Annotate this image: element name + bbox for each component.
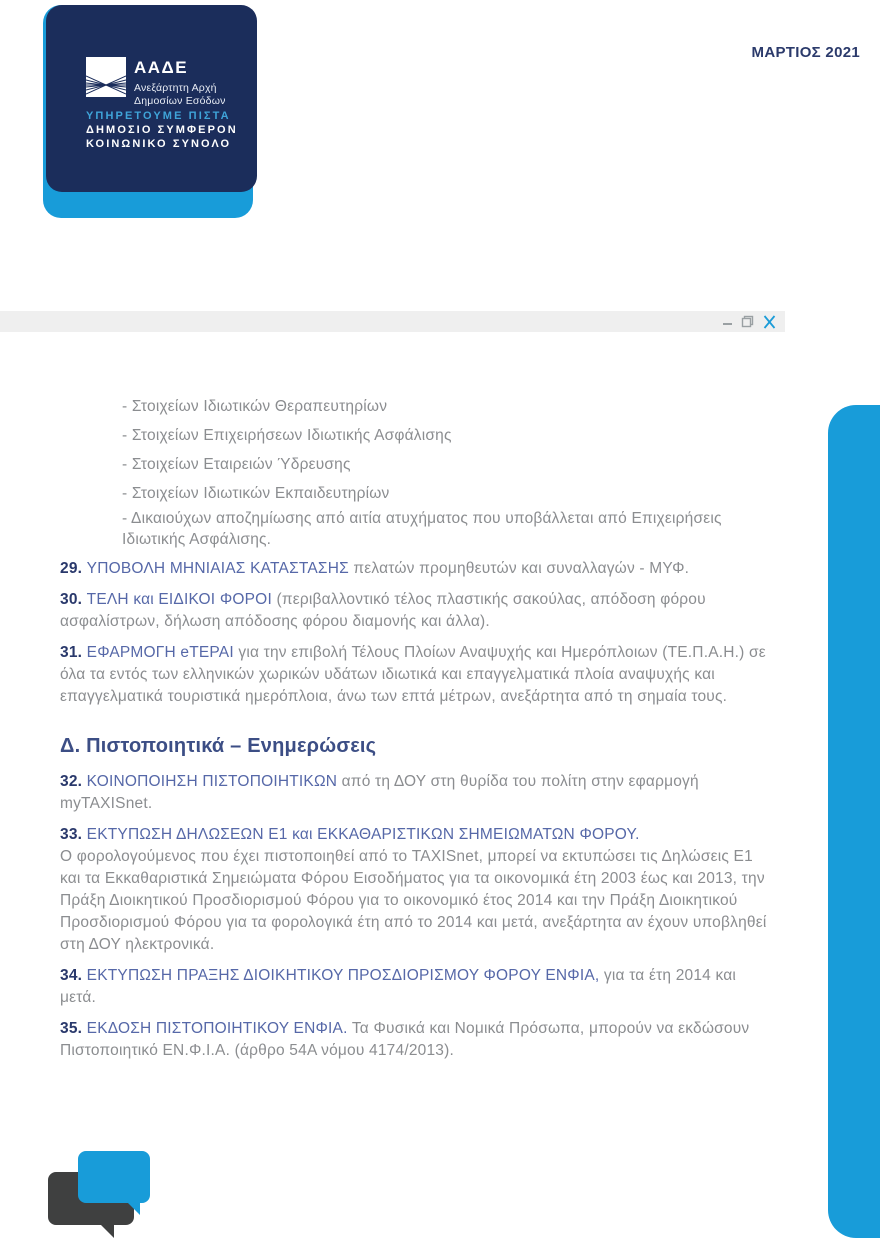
close-icon (763, 315, 776, 329)
bullet-item: - Στοιχείων Ιδιωτικών Θεραπευτηρίων (122, 398, 388, 415)
badge-navy-layer (46, 5, 257, 192)
document-body (60, 392, 776, 1071)
item-body: Ο φορολογούμενος που έχει πιστοποιηθεί από το TAXISnet, μπορεί να εκτυπώσει τις Δηλώσεις Ε1 και τα Εκκαθαριστικά Σημειώματα Φόρου Εισοδήματος για τα οικονομικά έτη 2003 έως και 2013, την Πράξη Διοικητικού Προσδιορισμού Φόρου για το οικονομικό έτος 2014 και την Πράξη Διοικητικού Προσδιορισμού Φόρου για τα φορολογικά έτη από το 2014 και μετά, ανεξάρτητα αν έχουν υποβληθεί στη ΔΟΥ ηλεκτρονικά. (60, 848, 767, 953)
item-body: πελατών προμηθευτών και συναλλαγών - ΜΥΦ. (348, 560, 690, 577)
bullet-item: - Δικαιούχων αποζημίωσης από αιτία ατυχήματος που υποβάλλεται από Επιχειρήσεις Ιδιωτικής Ασφάλισης. (122, 510, 722, 548)
numbered-items-before-section (60, 558, 776, 708)
speech-bubbles-icon (40, 1145, 160, 1244)
bullet-item: - Στοιχείων Επιχειρήσεων Ιδιωτικής Ασφάλισης (122, 427, 452, 444)
numbered-item (60, 771, 776, 815)
issue-date-label: ΜΑΡΤΙΟΣ 2021 (751, 44, 860, 61)
aade-emblem-icon (86, 57, 126, 97)
bullet-item: - Στοιχείων Ιδιωτικών Εκπαιδευτηρίων (122, 485, 390, 502)
item-body: (περιβαλλοντικό τέλος πλαστικής σακούλας, απόδοση φόρου ασφαλίστρων, δήλωση απόδοσης φόρου διαμονής και άλλα). (60, 591, 706, 630)
numbered-item (60, 965, 776, 1009)
restore-icon (741, 315, 754, 328)
item-body: από τη ΔΟΥ στη θυρίδα του πολίτη στην εφαρμογή myTAXISnet. (60, 773, 699, 812)
sub-bullet-list (122, 392, 776, 550)
aade-org-line1: Ανεξάρτητη Αρχή (134, 82, 217, 94)
numbered-item (60, 558, 776, 580)
item-heading: ΕΦΑΡΜΟΓΗ eTEPAI (86, 644, 234, 661)
item-heading: ΕΚΤΥΠΩΣΗ ΔΗΛΩΣΕΩΝ Ε1 και ΕΚΚΑΘΑΡΙΣΤΙΚΩΝ ΣΗΜΕΙΩΜΑΤΩΝ ΦΟΡΟΥ. (86, 826, 640, 843)
numbered-items-after-section (60, 771, 776, 1062)
item-heading: ΕΚΤΥΠΩΣΗ ΠΡΑΞΗΣ ΔΙΟΙΚΗΤΙΚΟΥ ΠΡΟΣΔΙΟΡΙΣΜΟΥ ΦΟΡΟΥ ΕΝΦΙΑ, (86, 967, 600, 984)
window-controls-bar (0, 311, 785, 332)
item-number: 31. (60, 644, 87, 661)
item-heading: ΚΟΙΝΟΠΟΙΗΣΗ ΠΙΣΤΟΠΟΙΗΤΙΚΩΝ (86, 773, 338, 790)
item-number: 30. (60, 591, 87, 608)
item-heading: ΕΚΔΟΣΗ ΠΙΣΤΟΠΟΙΗΤΙΚΟΥ ΕΝΦΙΑ. (86, 1020, 348, 1037)
item-number: 29. (60, 560, 87, 577)
item-body: Τα Φυσικά και Νομικά Πρόσωπα, μπορούν να εκδώσουν Πιστοποιητικό ΕΝ.Φ.Ι.Α. (άρθρο 54Α νόμου 4174/2013). (60, 1020, 750, 1059)
item-number: 32. (60, 773, 87, 790)
aade-motto-line1: ΥΠΗΡΕΤΟΥΜΕ ΠΙΣΤΑ (86, 110, 231, 122)
item-heading: ΤΕΛΗ και ΕΙΔΙΚΟΙ ΦΟΡΟΙ (86, 591, 272, 608)
aade-acronym: ΑΑΔΕ (134, 58, 189, 77)
aade-motto-line3: ΚΟΙΝΩΝΙΚΟ ΣΥΝΟΛΟ (86, 138, 232, 150)
right-accent-bar (828, 405, 880, 1238)
aade-org-line2: Δημοσίων Εσόδων (134, 95, 226, 107)
item-number: 33. (60, 826, 87, 843)
minimize-icon (723, 323, 732, 325)
section-heading: Δ. Πιστοποιητικά – Ενημερώσεις (60, 735, 377, 757)
item-body: για την επιβολή Τέλους Πλοίων Αναψυχής και Ημερόπλοιων (ΤΕ.Π.Α.Η.) σε όλα τα εντός των ελληνικών χωρικών υδάτων ιδιωτικά και επαγγελματικά πλοία αναψυχής και επαγγελματικά τουριστικά ημερόπλοια, άνω των επτά μέτρων, ανεξάρτητα από τη σημαία τους. (60, 644, 766, 705)
bullet-item: - Στοιχείων Εταιρειών Ύδρευσης (122, 456, 351, 473)
aade-logo-badge (43, 5, 257, 220)
item-number: 35. (60, 1020, 87, 1037)
numbered-item (60, 589, 776, 633)
numbered-item (60, 824, 776, 956)
item-body: για τα έτη 2014 και μετά. (60, 967, 737, 1006)
aade-motto-line2: ΔΗΜΟΣΙΟ ΣΥΜΦΕΡΟΝ (86, 124, 238, 136)
numbered-item (60, 642, 776, 708)
close-button[interactable] (763, 315, 776, 329)
item-heading: ΥΠΟΒΟΛΗ ΜΗΝΙΑΙΑΣ ΚΑΤΑΣΤΑΣΗΣ (86, 560, 349, 577)
numbered-item (60, 1018, 776, 1062)
restore-button[interactable] (741, 315, 754, 328)
item-number: 34. (60, 967, 87, 984)
